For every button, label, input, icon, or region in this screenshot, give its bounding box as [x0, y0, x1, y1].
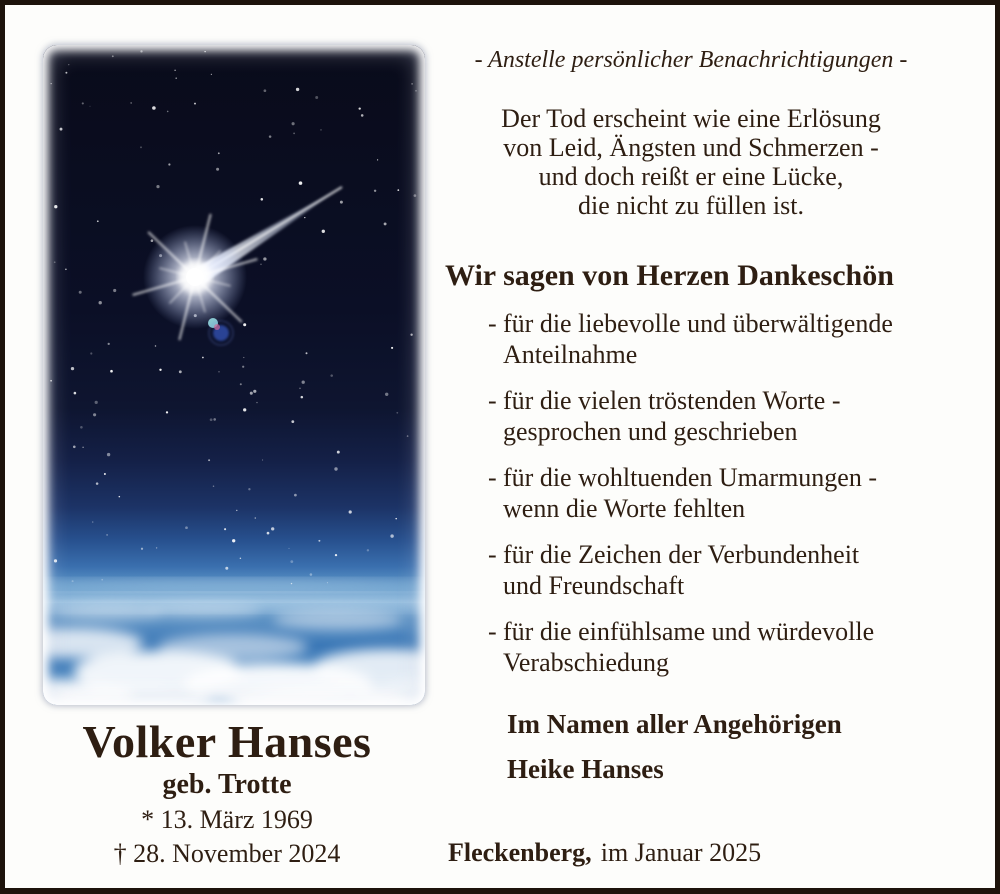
verse-line: und doch reißt er eine Lücke,: [538, 162, 844, 191]
thanks-title: Wir sagen von Herzen Dankeschön: [445, 259, 894, 292]
header-note: - Anstelle persönlicher Benachrichtigungen -: [474, 47, 908, 73]
verse-line: Der Tod erscheint wie eine Erlösung: [501, 104, 881, 133]
list-dash: -: [488, 540, 497, 569]
deceased-birth-date: * 13. März 1969: [141, 805, 313, 834]
thanks-item: [488, 616, 937, 678]
thanks-item-line: für die Zeichen der Verbundenheit: [503, 540, 860, 569]
thanks-item-line: wenn die Worte fehlten: [503, 494, 746, 523]
list-dash: -: [488, 463, 497, 492]
thanks-item: [488, 385, 937, 447]
thanks-item-line: gesprochen und geschrieben: [503, 417, 798, 446]
thanks-item-line: Verabschiedung: [503, 648, 670, 677]
verse-line: von Leid, Ängsten und Schmerzen -: [503, 133, 879, 162]
star-core: [186, 268, 204, 286]
deceased-name: Volker Hanses: [82, 716, 372, 767]
memorial-verse: [445, 104, 937, 220]
deceased-death-date: † 28. November 2024: [113, 839, 341, 868]
thanks-item-line: für die einfühlsame und würdevolle: [503, 617, 875, 646]
thanks-item-line: und Freundschaft: [503, 571, 685, 600]
place-name: Fleckenberg,: [448, 838, 592, 867]
thanks-item-line: für die liebevolle und überwältigende: [503, 309, 893, 338]
family-name: Heike Hanses: [507, 754, 664, 784]
memorial-photo: [43, 45, 425, 705]
verse-line: die nicht zu füllen ist.: [577, 191, 804, 220]
list-dash: -: [488, 386, 497, 415]
on-behalf-line: Im Namen aller Angehörigen: [507, 709, 842, 739]
deceased-birth-name: geb. Trotte: [162, 769, 292, 800]
thanks-list: [445, 308, 937, 693]
thanks-item-line: Anteilnahme: [503, 340, 638, 369]
thanks-item: [488, 308, 937, 370]
list-dash: -: [488, 617, 497, 646]
place-date-line: [448, 838, 761, 868]
thanks-item: [488, 462, 937, 524]
shooting-star-photo: [43, 45, 425, 705]
list-dash: -: [488, 309, 497, 338]
thanks-item-line: für die vielen tröstenden Worte -: [503, 386, 841, 415]
date-note: im Januar 2025: [600, 838, 762, 867]
thanks-item-line: für die wohltuenden Umarmungen -: [503, 463, 878, 492]
thanks-item: [488, 539, 937, 601]
